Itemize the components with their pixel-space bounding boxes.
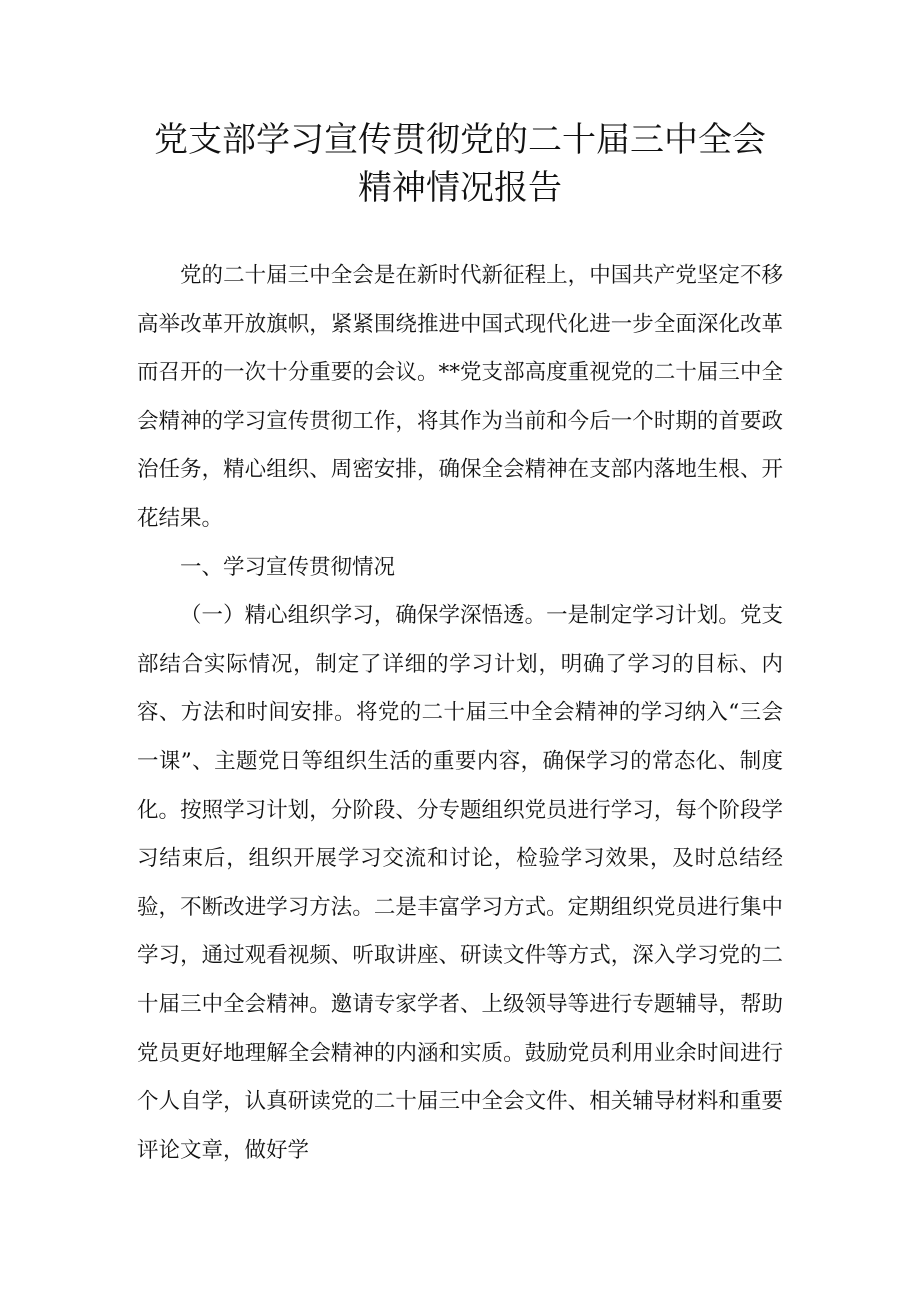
body-paragraph: （一）精心组织学习，确保学深悟透。一是制定学习计划。党支部结合实际情况，制定了详细的学习计划，明确了学习的目标、内容、方法和时间安排。将党的二十届三中全会精神的学习纳入“三会一课”、主题党日等组织生活的重要内容，确保学习的常态化、制度化。按照学习计划，分阶段、分专题组织党员进行学习，每个阶段学习结束后，组织开展学习交流和讨论，检验学习效果，及时总结经验，不断改进学习方法。二是丰富学习方式。定期组织党员进行集中学习，通过观看视频、听取讲座、研读文件等方式，深入学习党的二十届三中全会精神。邀请专家学者、上级领导等进行专题辅导，帮助党员更好地理解全会精神的内涵和实质。鼓励党员利用业余时间进行个人自学，认真研读党的二十届三中全会文件、相关辅导材料和重要评论文章，做好学 [137, 603, 783, 1163]
intro-paragraph: 党的二十届三中全会是在新时代新征程上，中国共产党坚定不移高举改革开放旗帜，紧紧围绕推进中国式现代化进一步全面深化改革而召开的一次十分重要的会议。**党支部高度重视党的二十届三中全会精神的学习宣传贯彻工作，将其作为当前和今后一个时期的首要政治任务，精心组织、周密安排，确保全会精神在支部内落地生根、开花结果。 [137, 263, 783, 531]
document-body [137, 252, 783, 1175]
section-heading: 一、学习宣传贯彻情况 [180, 554, 396, 580]
document-title-line-1: 党支部学习宣传贯彻党的二十届三中全会 [154, 120, 766, 160]
document-title-line-2: 精神情况报告 [358, 168, 562, 208]
